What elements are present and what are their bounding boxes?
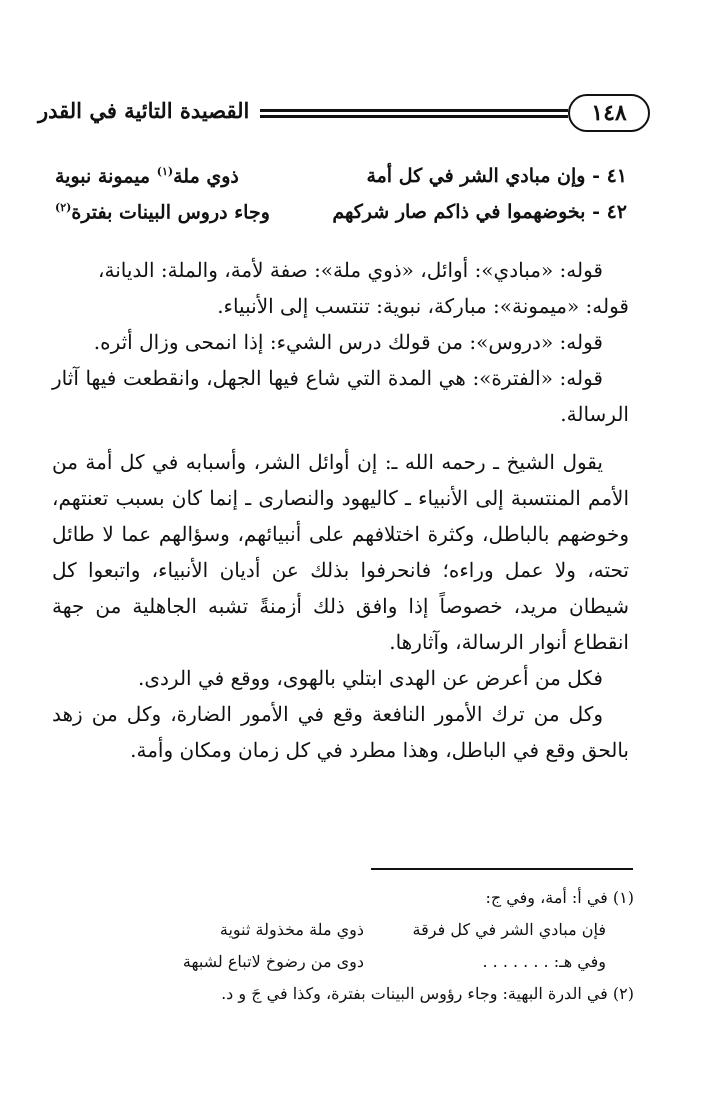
- verse-second-part-b: ميمونة نبوية: [55, 165, 157, 188]
- footnote-ref: (٢): [55, 201, 72, 214]
- verse-first-hemistich: ٤٢ - بخوضهموا في ذاكم صار شركهم: [332, 201, 627, 223]
- running-title: القصيدة التائية في القدر: [38, 98, 250, 123]
- footnote-separator: [371, 868, 633, 870]
- page-header: [38, 92, 650, 136]
- footnote-verse-first: فإن مبادي الشر في كل فرقة: [412, 920, 606, 939]
- gloss-paragraph: قوله: «ميمونة»: مباركة، نبوية: تنتسب إلى الأنبياء.: [217, 294, 629, 318]
- poem-verses: [55, 165, 627, 237]
- footnote-ref: (١): [156, 165, 174, 178]
- explanation-paragraph: فكل من أعرض عن الهدى ابتلي بالهوى، ووقع في الردى.: [137, 666, 603, 690]
- header-rule: [260, 115, 568, 118]
- explanation-paragraph: يقول الشيخ ـ رحمه الله ـ: إن أوائل الشر، وأسبابه في كل أمة من الأمم المنتسبة إلى الأنبياء ـ كاليهود والنصارى ـ إنما كان بسبب تعنتهم، وخوضهم بالباطل، وكثرة اختلافهم على أنبيائهم، وسؤالهم عما لا طائل تحته، ولا عمل وراءه؛ فانحرفوا بذلك عن أديان الأنبياء، واتبعوا كل شيطان مريد، خصوصاً إذا وافق ذلك أزمنةً تشبه الجاهلية من جهة انقطاع أنوار الرسالة، وآثارها.: [52, 450, 629, 654]
- gloss-paragraph: قوله: «الفترة»: هي المدة التي شاع فيها الجهل، وانقطعت فيها آثار الرسالة.: [52, 366, 629, 426]
- footnote-alt-intro: وفي هـ: . . . . . . .: [482, 952, 606, 971]
- gloss-paragraph: قوله: «دروس»: من قولك درس الشيء: إذا انمحى وزال أثره.: [93, 330, 603, 354]
- footnote-1-intro: (١) في أ: أمة، وفي ج:: [485, 888, 634, 907]
- verse-second-hemistich: [55, 201, 270, 223]
- commentary-text: [52, 252, 629, 768]
- verse-second-part-a: ذوي ملة: [173, 165, 239, 188]
- verse-42: [55, 201, 627, 237]
- footnote-2: (٢) في الدرة البهية: وجاء رؤوس البينات بفترة، وكذا في جَ و د.: [221, 984, 634, 1003]
- verse-second-part-a: وجاء دروس البينات بفترة: [71, 201, 270, 224]
- verse-second-hemistich: [55, 165, 239, 187]
- verse-41: [55, 165, 627, 201]
- footnote-verse-second: ذوي ملة مخذولة ثنوية: [219, 920, 364, 939]
- explanation-paragraph: وكل من ترك الأمور النافعة وقع في الأمور الضارة، وكل من زهد بالحق وقع في الباطل، وهذا مطرد في كل زمان ومكان وأمة.: [52, 702, 629, 762]
- footnote-1-alt-verse: [60, 946, 634, 978]
- page-number: ١٤٨: [568, 94, 650, 132]
- header-rule: [260, 109, 568, 112]
- footnote-alt-second: دوى من رضوخ لاتباع لشبهة: [182, 952, 364, 971]
- footnotes: [60, 882, 634, 1010]
- footnote-1-verse: [60, 914, 634, 946]
- gloss-paragraph: قوله: «مبادي»: أوائل، «ذوي ملة»: صفة لأمة، والملة: الديانة،: [98, 258, 603, 282]
- verse-first-hemistich: ٤١ - وإن مبادي الشر في كل أمة: [366, 165, 627, 187]
